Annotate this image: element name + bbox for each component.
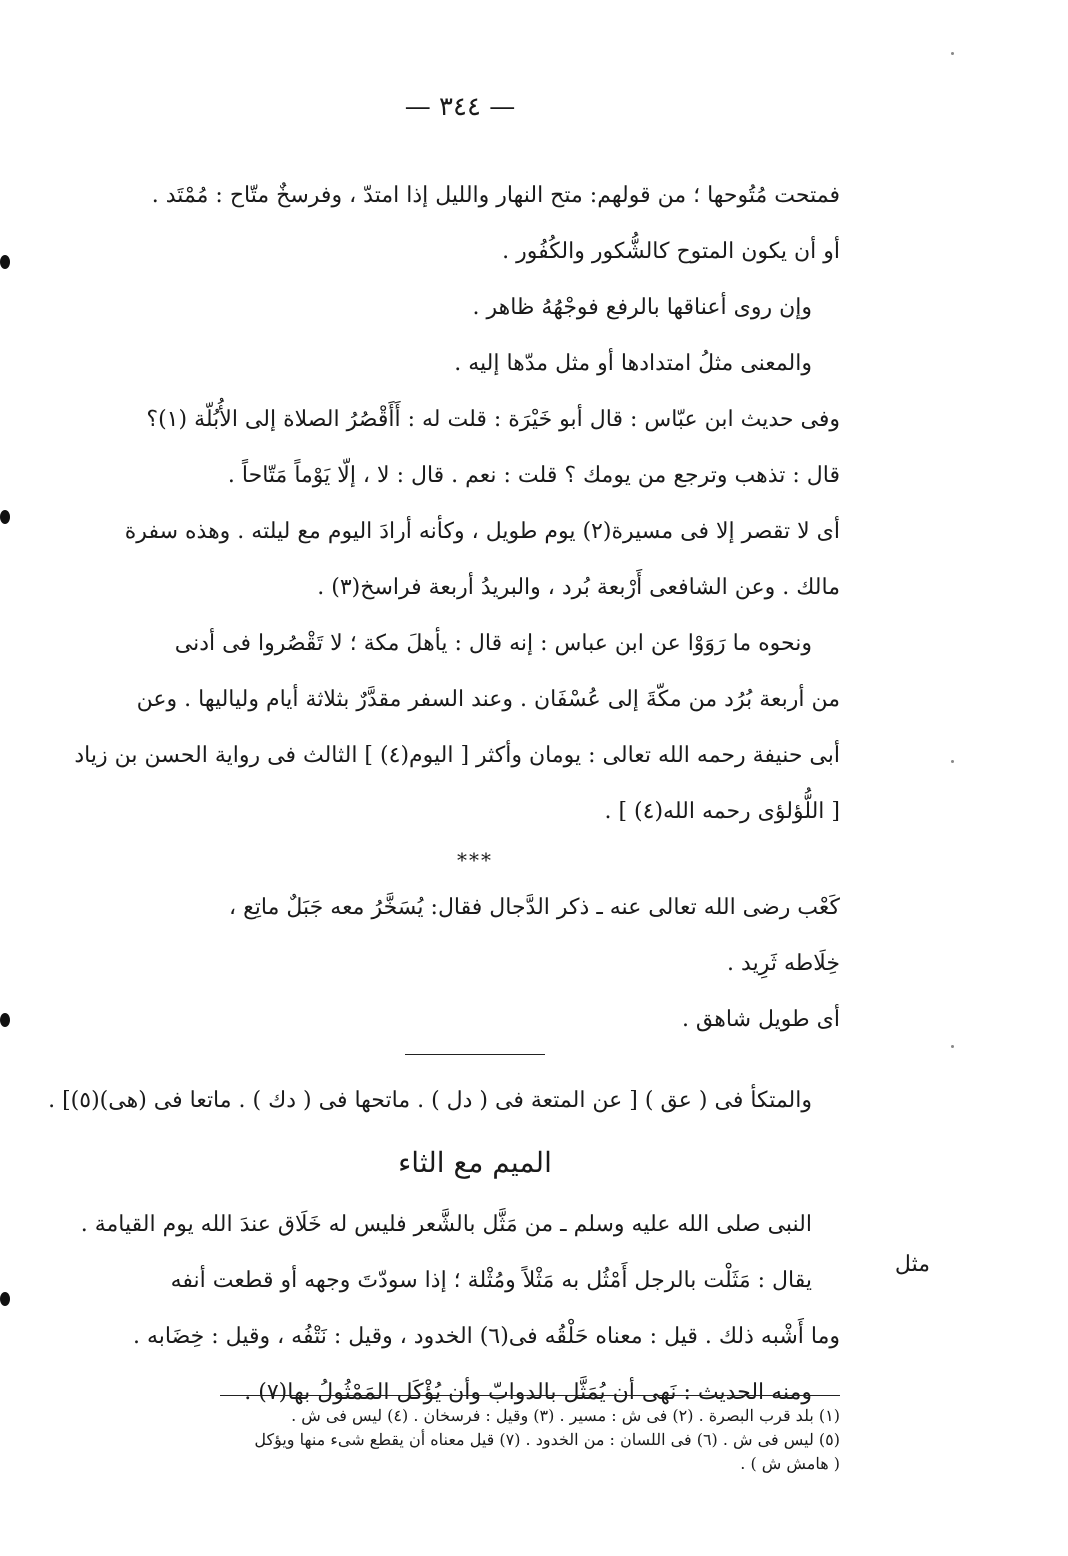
section-heading: الميم مع الثاء: [398, 1146, 552, 1179]
page-number: — ٣٤٤ —: [404, 92, 516, 122]
text-line: والمعنى مثلُ امتدادها أو مثل مدّها إليه .: [454, 351, 812, 376]
main-text: [48, 168, 840, 1421]
paper-speck: [951, 760, 954, 763]
footnote-line: (١) بلد قرب البصرة . (٢) فى ش : مسير . (٣) وقيل : فرسخان . (٤) ليس فى ش .: [291, 1406, 840, 1425]
text-line: أبى حنيفة رحمه الله تعالى : يومان وأكثر [ اليوم(٤) ] الثالث فى رواية الحسن بن زياد: [74, 743, 840, 768]
text-line: كَعْب رضى الله تعالى عنه ـ ذكر الدَّجال فقال: يُسَخَّرُ معه جَبَلٌ ماتِع ،: [228, 895, 840, 920]
text-line: مالك . وعن الشافعى أَرْبعة بُرد ، والبريدُ أربعة فراسخ(٣) .: [317, 575, 840, 600]
binding-hole-mark: [0, 255, 10, 269]
footnote-line: ( هامش ش ) .: [740, 1454, 840, 1473]
text-line: ومنه الحديث : نَهى أن يُمَثَّل بالدوابّ وأن يُؤْكَل المَمْثُولُ بها(٧) .: [244, 1380, 812, 1405]
text-line: أو أن يكون المتوح كالشُّكور والكُفُور .: [502, 239, 840, 264]
text-line: وإن روى أعناقها بالرفع فوجْهُهُ ظاهر .: [472, 295, 812, 320]
text-line: [ اللُّؤلؤى رحمه الله(٤) ] .: [604, 799, 840, 824]
text-line: خِلَاطه ثَرِيد .: [727, 951, 840, 976]
text-line: أى طويل شاهق .: [681, 1007, 840, 1032]
paper-speck: [951, 1045, 954, 1048]
binding-hole-mark: [0, 1013, 10, 1027]
paper-speck: [951, 52, 954, 55]
short-divider: [405, 1054, 545, 1055]
footnotes: [120, 1404, 840, 1476]
text-line: من أربعة بُرُد من مكّةَ إلى عُسْفَان . وعند السفر مقدَّرٌ بثلاثة أيام ولياليها . وعن: [136, 687, 840, 712]
text-line: فمتحت مُتُوحها ؛ من قولهم: متح النهار والليل إذا امتدّ ، وفرسخٌ متّاح : مُمْتَد .: [151, 183, 840, 208]
text-line: وما أَشْبه ذلك . قيل : معناه حَلْقُه فى(٦) الخدود ، وقيل : نَتْفُه ، وقيل : خِضَابه .: [132, 1324, 840, 1349]
margin-headword: مثل: [894, 1252, 930, 1277]
text-line: قال : تذهب وترجع من يومك ؟ قلت : نعم . قال : لا ، إلّا يَوْماً مَتّاحاً .: [227, 463, 840, 488]
text-line: النبى صلى الله عليه وسلم ـ من مَثَّل بالشَّعر فليس له خَلَاق عندَ الله يوم القيامة .: [80, 1212, 812, 1237]
section-separator-stars: ***: [457, 848, 493, 872]
binding-hole-mark: [0, 510, 10, 524]
text-line: يقال : مَثَلْت بالرجل أَمْثُل به مَثْلاً ومُثْلة ؛ إذا سودّتَ وجهه أو قطعت أنفه: [170, 1268, 812, 1293]
text-line: ونحوه ما رَوَوْا عن ابن عباس : إنه قال : يأهلَ مكة ؛ لا تَقْصُروا فى أدنى: [174, 631, 812, 656]
text-line: وفى حديث ابن عبّاس : قال أبو خَيْرَة : قلت له : أَأَقْصُرُ الصلاة إلى الأُبُلّة (١)؟: [146, 407, 840, 432]
footnote-divider: [220, 1395, 840, 1396]
footnote-line: (٥) ليس فى ش . (٦) فى اللسان : من الخدود . (٧) قيل معناه أن يقطع شىء منها ويؤكل: [254, 1430, 840, 1449]
text-line: أى لا تقصر إلا فى مسيرة(٢) يوم طويل ، وكأنه أرادَ اليوم مع ليلته . وهذه سفرة: [124, 519, 840, 544]
binding-hole-mark: [0, 1292, 10, 1306]
variant-note-line: والمتكأ فى ( عق ) [ عن المتعة فى ( دل ) . ماتحها فى ( دك ) . ماتعا فى (هى)(٥)] .: [48, 1088, 812, 1113]
